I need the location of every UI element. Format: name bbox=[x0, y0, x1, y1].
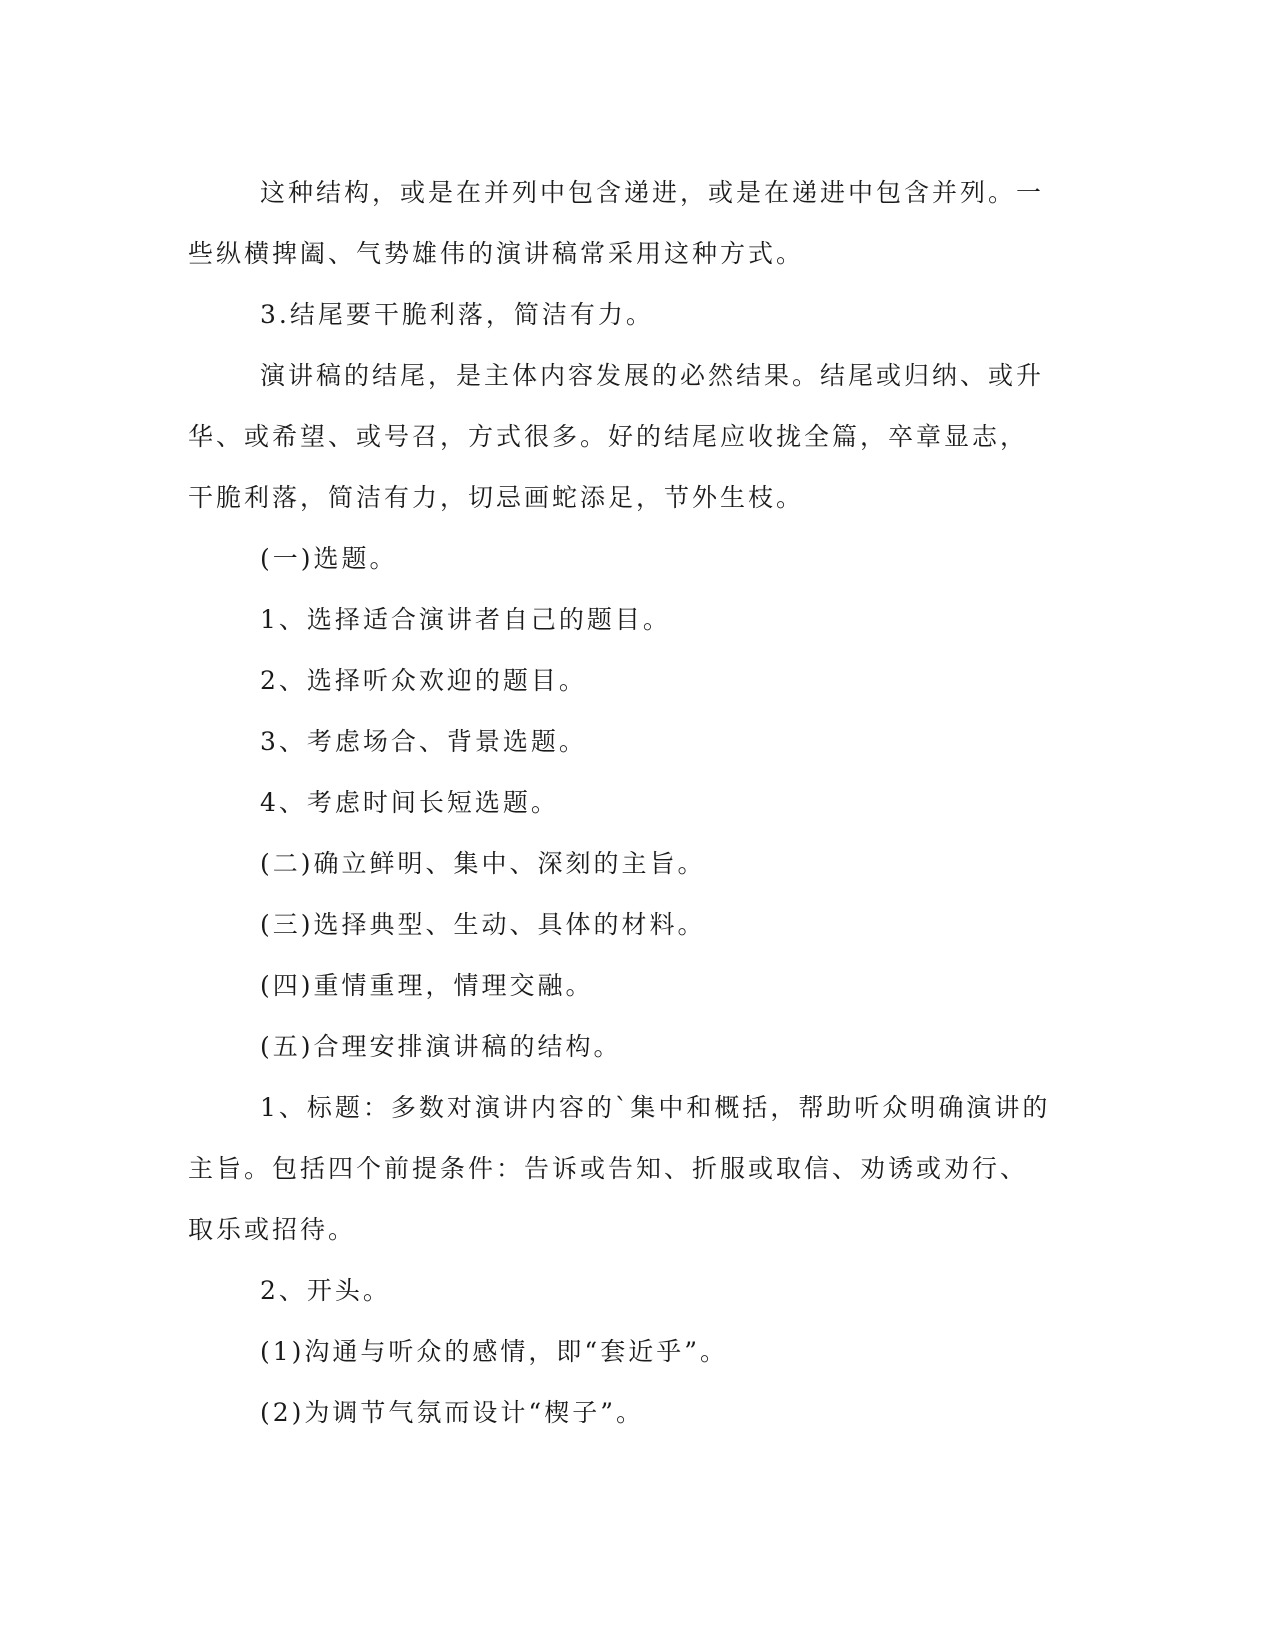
text-line: 干脆利落，简洁有力，切忌画蛇添足，节外生枝。 bbox=[188, 483, 805, 512]
text-line: 3、考虑场合、背景选题。 bbox=[260, 727, 587, 756]
text-line: 3.结尾要干脆利落，简洁有力。 bbox=[260, 300, 654, 329]
section-heading bbox=[188, 528, 1068, 589]
section-heading bbox=[188, 1016, 1068, 1077]
list-item bbox=[188, 589, 1068, 650]
list-item bbox=[188, 1077, 1068, 1260]
section-heading bbox=[188, 955, 1068, 1016]
text-line: 2、选择听众欢迎的题目。 bbox=[260, 666, 587, 695]
text-line: 取乐或招待。 bbox=[188, 1215, 357, 1244]
text-line: (2)为调节气氛而设计“楔子”。 bbox=[260, 1398, 644, 1427]
text-line: (二)确立鲜明、集中、深刻的主旨。 bbox=[260, 849, 706, 878]
list-item bbox=[188, 1382, 1068, 1443]
text-line: 些纵横捭阖、气势雄伟的演讲稿常采用这种方式。 bbox=[188, 239, 805, 268]
text-line: 4、考虑时间长短选题。 bbox=[260, 788, 559, 817]
section-heading bbox=[188, 833, 1068, 894]
list-item bbox=[188, 711, 1068, 772]
text-line: (三)选择典型、生动、具体的材料。 bbox=[260, 910, 706, 939]
text-line: 1、标题：多数对演讲内容的`集中和概括，帮助听众明确演讲的 bbox=[260, 1093, 1051, 1122]
list-item bbox=[188, 1260, 1068, 1321]
section-heading bbox=[188, 894, 1068, 955]
text-line: 这种结构，或是在并列中包含递进，或是在递进中包含并列。一 bbox=[260, 178, 1045, 207]
section-heading bbox=[188, 284, 1068, 345]
list-item bbox=[188, 650, 1068, 711]
text-line: 主旨。包括四个前提条件：告诉或告知、折服或取信、劝诱或劝行、 bbox=[188, 1154, 1029, 1183]
document-body bbox=[188, 162, 1068, 1443]
text-line: (一)选题。 bbox=[260, 544, 398, 573]
paragraph bbox=[188, 345, 1068, 528]
text-line: 演讲稿的结尾，是主体内容发展的必然结果。结尾或归纳、或升 bbox=[260, 361, 1045, 390]
list-item bbox=[188, 1321, 1068, 1382]
paragraph bbox=[188, 162, 1068, 284]
text-line: (四)重情重理，情理交融。 bbox=[260, 971, 594, 1000]
text-line: 1、选择适合演讲者自己的题目。 bbox=[260, 605, 671, 634]
text-line: 2、开头。 bbox=[260, 1276, 391, 1305]
text-line: 华、或希望、或号召，方式很多。好的结尾应收拢全篇，卒章显志， bbox=[188, 422, 1029, 451]
text-line: (五)合理安排演讲稿的结构。 bbox=[260, 1032, 622, 1061]
text-line: (1)沟通与听众的感情，即“套近乎”。 bbox=[260, 1337, 728, 1366]
list-item bbox=[188, 772, 1068, 833]
